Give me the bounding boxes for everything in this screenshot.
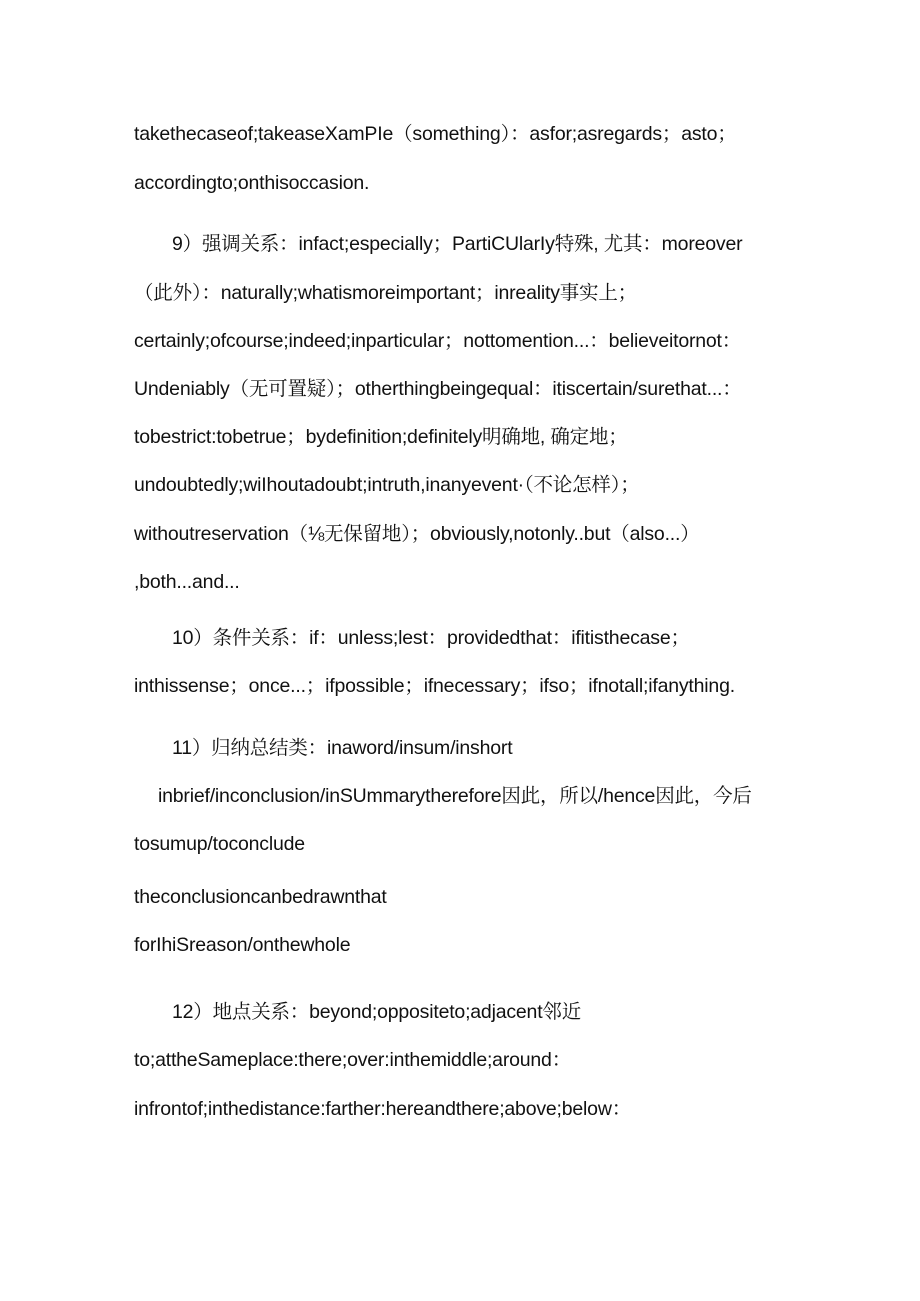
text-line: Undeniably（无可置疑）；otherthingbeingequal：itiscertain/surethat...： — [134, 378, 742, 400]
section-heading-12: 12）地点关系：beyond;oppositeto;adjacent邻近 — [172, 1001, 582, 1023]
text-line: tobestrict:tobetrue；bydefinition;definitely明确地, 确定地； — [134, 426, 628, 448]
text-line: ,both...and... — [134, 571, 240, 593]
text-line: forIhiSreason/onthewhole — [134, 934, 351, 956]
text-line: to;attheSameplace:there;over:inthemiddle;around： — [134, 1049, 572, 1071]
section-heading-10: 10）条件关系：if：unless;lest：providedthat：ifitisthecase； — [172, 627, 690, 649]
text-line: withoutreservation（⅛无保留地）；obviously,notonly..but（also...） — [134, 523, 700, 545]
text-line: inbrief/inconclusion/inSUmmarytherefore因此，所以/hence因此，今后 — [158, 785, 752, 807]
text-line: theconclusioncanbedrawnthat — [134, 886, 387, 908]
text-line: tosumup/toconclude — [134, 833, 305, 855]
text-line: （此外）：naturally;whatismoreimportant；inreality事实上； — [134, 282, 637, 304]
text-line: undoubtedly;wiIhoutadoubt;intruth,inanyevent·（不论怎样）； — [134, 474, 640, 496]
text-line: infrontof;inthedistance:farther:hereandthere;above;below： — [134, 1098, 632, 1120]
text-line: accordingto;onthisoccasion. — [134, 172, 370, 194]
section-heading-11: 11）归纳总结类：inaword/insum/inshort — [172, 737, 513, 759]
text-line: inthissense；once...；ifpossible；ifnecessary；ifso；ifnotall;ifanything. — [134, 675, 735, 697]
text-line: takethecaseof;takeaseXamPIe（something）：asfor;asregards；asto； — [134, 123, 737, 145]
text-line: certainly;ofcourse;indeed;inparticular；nottomention...：believeitornot： — [134, 330, 742, 352]
section-heading-9: 9）强调关系：infact;especially；PartiCUlarIy特殊, 尤其：moreover — [172, 233, 743, 255]
